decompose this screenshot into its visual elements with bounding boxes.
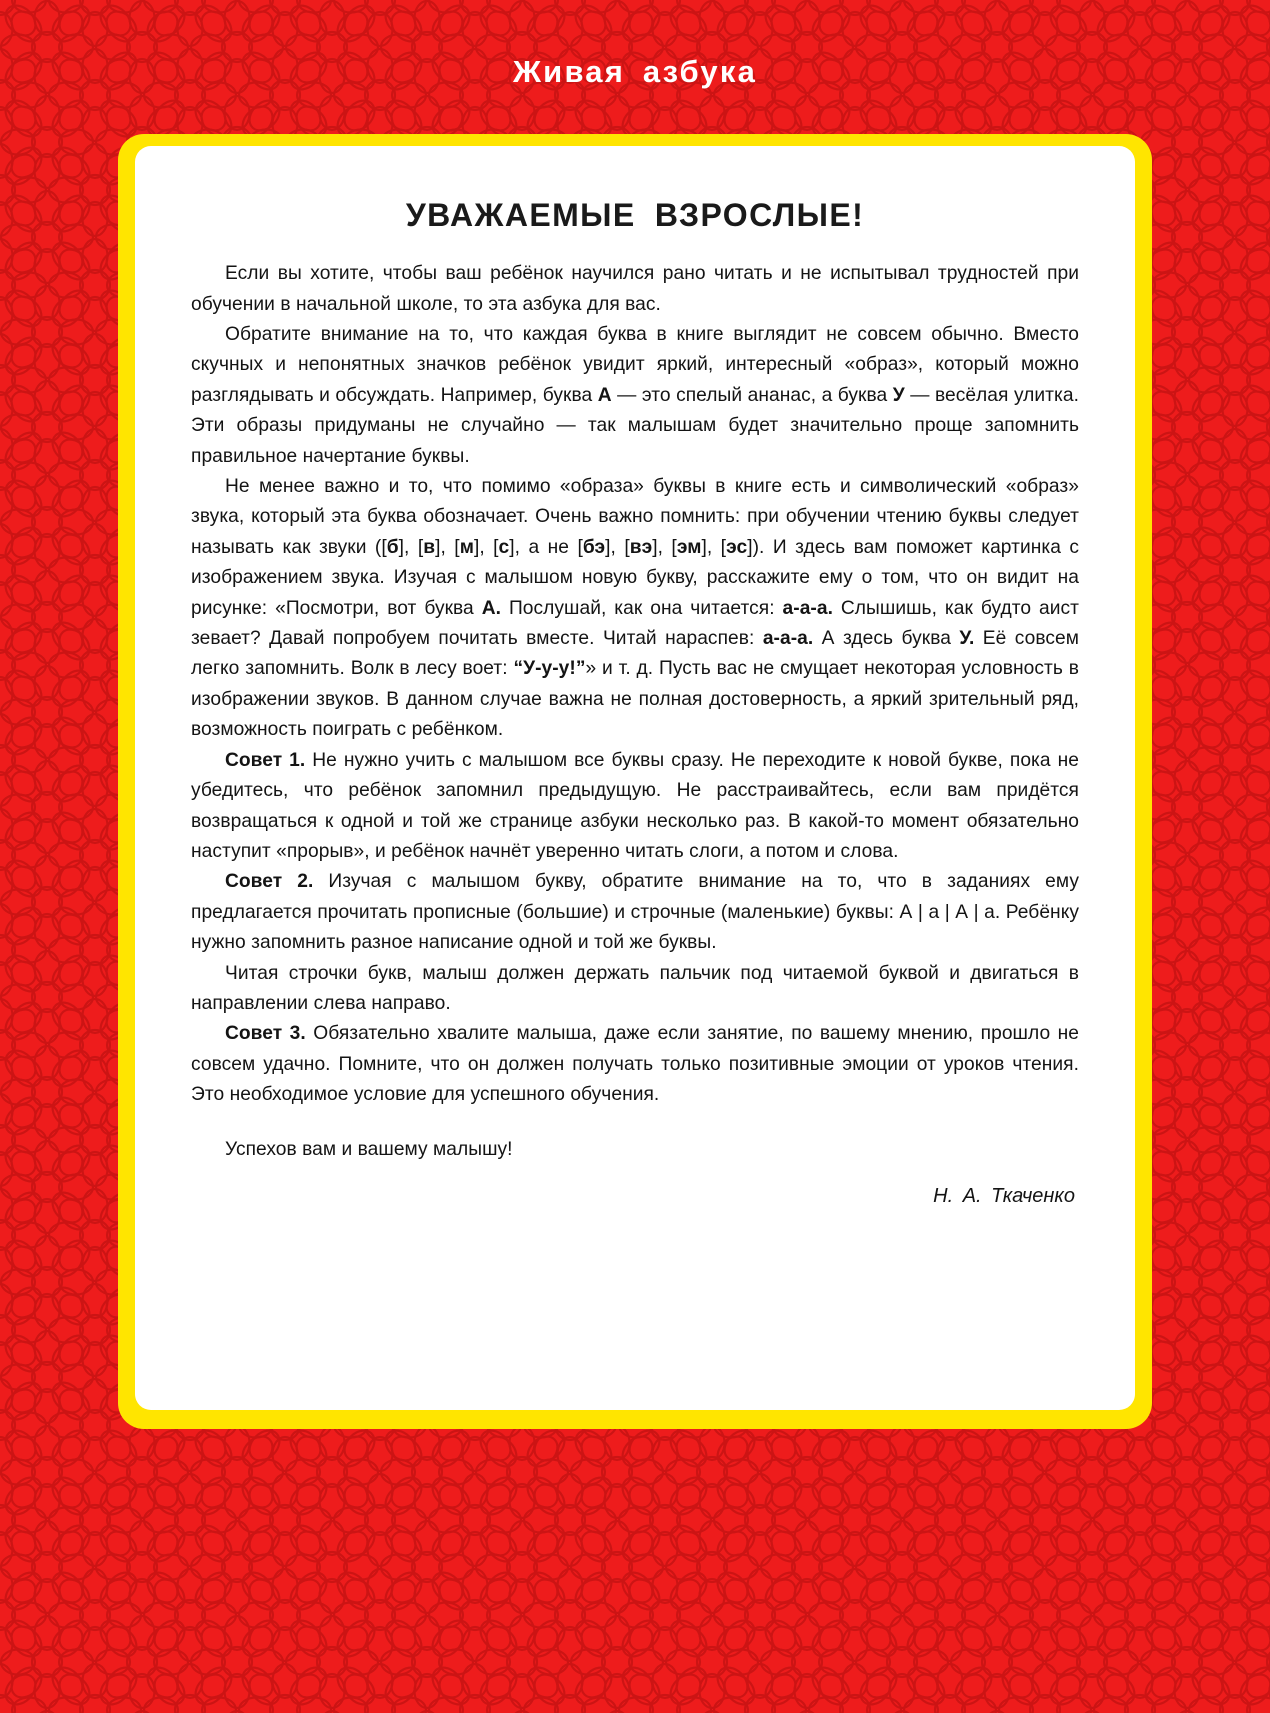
paragraph-p7 — [191, 1019, 1079, 1110]
paragraph-p6 — [191, 959, 1079, 1020]
text-run: Обратите внимание на то, что каждая буква в книге выглядит не совсем обычно. Вместо скучных и непонятных значков ребёнок увидит яркий, интересный «образ», который можно разглядывать и обсуждать. Например, буква — [191, 324, 1079, 406]
text-run: ], а не [ — [509, 536, 583, 558]
emphasis-text: б — [386, 536, 399, 558]
text-run: Обязательно хвалите малыша, даже если занятие, по вашему мнению, прошло не совсем удачно. Помните, что он должен получать только позитивные эмоции от уроков чтения. Это необходимое условие для успешного обучения. — [191, 1023, 1080, 1106]
paragraph-p5 — [191, 867, 1079, 958]
text-run: Изучая с малышом букву, обратите внимание на то, что в заданиях ему предлагается прочитать прописные (большие) и строчные (маленькие) буквы: А | а | А | а. Ребёнку нужно запомнить разное написание одной и той же буквы. — [191, 871, 1079, 954]
body-text — [191, 259, 1079, 1165]
text-run: Если вы хотите, чтобы ваш ребёнок научился рано читать и не испытывал трудностей при обучении в начальной школе, то эта азбука для вас. — [191, 263, 1079, 315]
emphasis-text: А. — [481, 597, 502, 619]
text-run: ], [ — [435, 536, 460, 558]
paragraph-p3 — [191, 472, 1079, 746]
page-title: УВАЖАЕМЫЕ ВЗРОСЛЫЕ! — [405, 197, 865, 233]
content-card — [135, 146, 1135, 1410]
text-run: ], [ — [701, 536, 727, 558]
emphasis-text: в — [423, 536, 436, 558]
emphasis-text: Совет 1. — [225, 749, 306, 771]
text-run: ], [ — [652, 536, 677, 558]
emphasis-text: У. — [959, 628, 975, 650]
emphasis-text: а-а-а. — [762, 628, 814, 650]
emphasis-text: эм — [676, 536, 702, 558]
text-run: » и т. д. Пусть вас не смущает некоторая условность в изображении звуков. В данном случае важна не полная достоверность, а яркий зрительный ряд, возможность поиграть с ребёнком. — [191, 658, 1079, 741]
emphasis-text: Совет 2. — [225, 871, 314, 893]
text-run: Не нужно учить с малышом все буквы сразу. Не переходите к новой букве, пока не убедитесь, что ребёнок запомнил предыдущую. Не расстраивайтесь, если вам придётся возвращаться к одной и той же странице азбуки несколько раз. В какой-то момент обязательно наступит «прорыв», и ребёнок начнёт уверенно читать слоги, а потом и слова. — [191, 749, 1079, 862]
text-run: ], [ — [605, 536, 630, 558]
text-run: Послушай, как она читается: — [501, 597, 783, 619]
emphasis-text: м — [459, 536, 474, 558]
text-run: ], [ — [398, 536, 424, 558]
emphasis-text: а-а-а. — [782, 597, 833, 619]
text-run: Не менее важно и то, что помимо «образа» буквы в книге есть и символический «образ» звука, который эта буква обозначает. Очень важно помнить: при обучении чтению буквы следует называть как звуки ([ — [191, 476, 1079, 558]
text-run: А здесь буква — [813, 628, 960, 650]
text-run: — это спелый ананас, а буква — [611, 384, 893, 406]
paragraph-p4 — [191, 746, 1079, 868]
text-run: Слышишь, как будто аист зевает? Давай попробуем почитать вместе. Читай нараспев: — [191, 597, 1079, 650]
emphasis-text: У — [892, 384, 905, 406]
emphasis-text: с — [498, 536, 510, 558]
paragraph-p8 — [191, 1135, 1079, 1165]
emphasis-text: “У-у-у!” — [513, 658, 586, 680]
emphasis-text: бэ — [582, 536, 606, 558]
text-run: ], [ — [473, 536, 499, 558]
text-run: — весёлая улитка. Эти образы придуманы не случайно — так малышам будет значительно проще запомнить правильное начертание буквы. — [191, 384, 1079, 467]
text-run: ]). И здесь вам поможет картинка с изображением звука. Изучая с малышом новую букву, расскажите ему о том, что он видит на рисунке: «Посмотри, вот буква — [191, 536, 1080, 619]
paragraph-p1 — [191, 259, 1079, 320]
text-run: Её совсем легко запомнить. Волк в лесу воет: — [191, 628, 1080, 680]
text-run: Читая строчки букв, малыш должен держать пальчик под читаемой буквой и двигаться в направлении слева направо. — [191, 962, 1079, 1014]
paragraph-p2 — [191, 320, 1079, 472]
emphasis-text: эс — [726, 536, 748, 558]
emphasis-text: Совет 3. — [225, 1023, 306, 1045]
emphasis-text: А — [597, 384, 612, 406]
header-title: Живая азбука — [512, 53, 758, 89]
emphasis-text: вэ — [629, 536, 653, 558]
header-band — [0, 0, 1270, 136]
text-run: Успехов вам и вашему малышу! — [225, 1138, 513, 1160]
author-signature: Н. А. Ткаченко — [933, 1184, 1075, 1207]
